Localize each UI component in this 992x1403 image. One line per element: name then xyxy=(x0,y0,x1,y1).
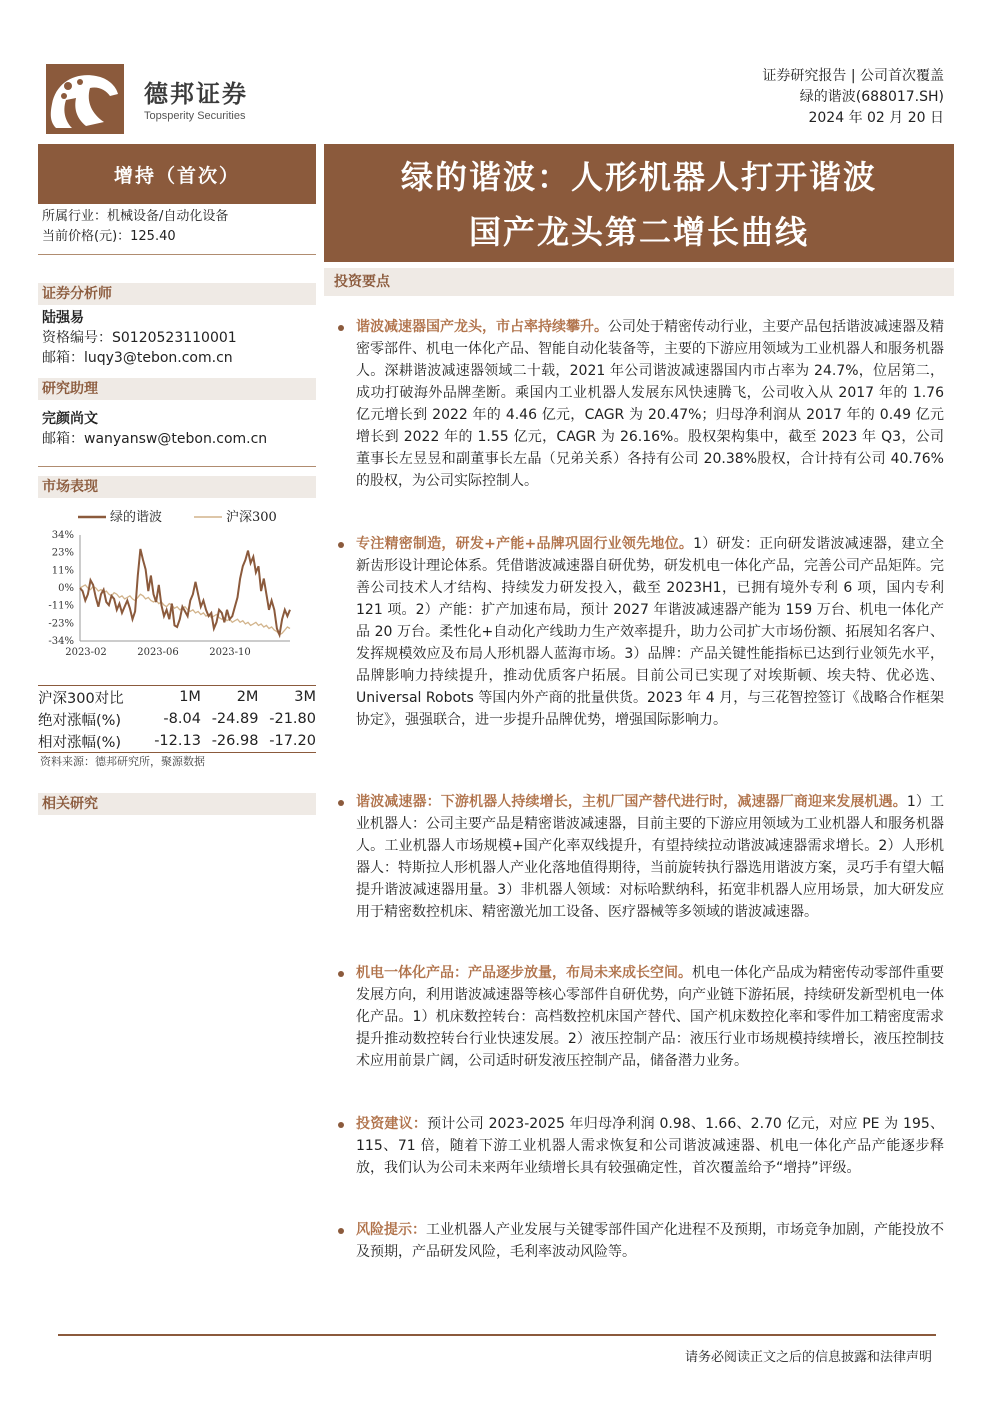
footer-disclaimer: 请务必阅读正文之后的信息披露和法律声明 xyxy=(684,1350,932,1365)
assistant-name: 完颜尚文 xyxy=(42,411,98,427)
table-header-cell: 沪深300对比 xyxy=(38,686,143,709)
table-cell: 绝对涨幅(%) xyxy=(38,712,122,729)
company-logo xyxy=(46,64,124,134)
analyst-info xyxy=(42,308,237,368)
bullet-paragraph xyxy=(356,1113,944,1179)
report-type: 证券研究报告 | 公司首次覆盖 xyxy=(762,68,944,84)
bullet-text: 公司处于精密传动行业，主要产品包括谐波减速器及精密零部件、机电一体化产品、智能自动化装备等，主要的下游应用领域为工业机器人和服务机器人。深耕谐波减速器领域二十载，2021 年公司谐波减速器国内市占率为 24.7%，位居第二，成功打破海外品牌垄断。乘国内工业机器人发展东风快速腾飞，公司收入从 2017 年的 1.76 亿元增长到 2022 年的 4.46 亿元，CAGR 为 20.47%；归母净利润从 2017 年的 0.49 亿元增长到 2022 年的 1.55 亿元，CAGR 为 26.16%。股权架构集中，截至 2023 年 Q3，公司董事长左昱昱和副董事长左晶（兄弟关系）各持有公司 20.38%股权，合计持有公司 40.76%的股权，为公司实际控制人。 xyxy=(356,319,944,489)
market-section-header: 市场表现 xyxy=(38,476,316,498)
table-cell: -21.80 xyxy=(269,711,316,727)
title-line-2: 国产龙头第二增长曲线 xyxy=(468,213,809,251)
bullet-icon xyxy=(338,971,344,977)
brand-name-en: Topsperity Securities xyxy=(144,110,246,122)
table-cell: -24.89 xyxy=(211,711,259,727)
table-header-cell: 2M xyxy=(201,686,259,709)
bullet-text: 工业机器人产业发展与关键零部件国产化进程不及预期，市场竞争加剧，产能投放不及预期，产品研发风险，毛利率波动风险等。 xyxy=(356,1222,944,1260)
series-line xyxy=(80,549,290,635)
y-tick-label: 11% xyxy=(51,565,74,577)
bullet-paragraph xyxy=(356,962,944,1072)
bullet-highlight: 风险提示： xyxy=(356,1222,426,1238)
market-performance-chart xyxy=(38,505,316,685)
table-row xyxy=(38,686,316,709)
x-tick-label: 2023-10 xyxy=(209,647,251,658)
bullet-icon xyxy=(338,542,344,548)
legend-label: 沪深300 xyxy=(226,510,277,525)
table-cell: -8.04 xyxy=(163,711,201,727)
report-title xyxy=(324,144,954,262)
x-tick-label: 2023-02 xyxy=(65,647,107,658)
table-row xyxy=(38,730,316,753)
table-cell: -26.98 xyxy=(201,730,259,753)
legend-label: 绿的谐波 xyxy=(110,510,163,525)
industry: 所属行业：机械设备/自动化设备 xyxy=(42,209,229,224)
divider xyxy=(38,466,316,467)
investment-points-header: 投资要点 xyxy=(324,268,954,296)
bullet-text: 1）研发：正向研发谐波减速器，建立全新齿形设计理论体系。凭借谐波减速器自研优势，研发机电一体化产品，完善公司产品矩阵。完善公司技术人才结构、持续发力研发投入，截至 2023H1，已拥有境外专利 6 项，国内专利 121 项。2）产能：扩产加速布局，预计 2027 年谐波减速器产能为 159 万台、机电一体化产品 20 万台。柔性化+自动化产线助力生产效率提升，助力公司扩大市场份额、拓展知名客户、发挥规模效应及布局人形机器人蓝海市场。3）品牌：产品关键性能指标已达到行业领先水平，品牌影响力持续提升，推动优质客户拓展。目前公司已实现了对埃斯顿、埃夫特、优必选、Universal Robots 等国内外产商的批量供货。2023 年 4 月，与三花智控签订《战略合作框架协定》，强强联合，进一步提升品牌优势，增强国际影响力。 xyxy=(356,536,944,728)
bullet-paragraph xyxy=(356,316,944,492)
y-tick-label: -23% xyxy=(48,618,74,630)
assistant-email: 邮箱：wanyansw@tebon.com.cn xyxy=(42,431,268,447)
table-cell: -17.20 xyxy=(258,730,316,753)
stock-info xyxy=(42,207,228,247)
performance-table xyxy=(38,685,316,753)
related-research-header: 相关研究 xyxy=(38,793,316,815)
bullet-highlight: 专注精密制造，研发+产能+品牌巩固行业领先地位。 xyxy=(356,536,694,552)
table-cell: 相对涨幅(%) xyxy=(38,730,143,753)
bullet-text: 1）工业机器人：公司主要产品是精密谐波减速器，目前主要的下游应用领域为工业机器人和服务机器人。工业机器人市场规模+国产化率双线提升，有望持续拉动谐波减速器需求增长。2）人形机器人：特斯拉人形机器人产业化落地值得期待，当前旋转执行器选用谐波方案，灵巧手有望大幅提升谐波减速器用量。3）非机器人领域：对标哈默纳科，拓宽非机器人应用场景，加大研发应用于精密数控机床、精密激光加工设备、医疗器械等多领域的谐波减速器。 xyxy=(356,794,944,920)
bullet-highlight: 投资建议： xyxy=(356,1116,428,1132)
y-tick-label: 34% xyxy=(51,530,74,541)
report-header-info xyxy=(762,66,944,129)
report-date: 2024 年 02 月 20 日 xyxy=(808,110,944,126)
bullet-paragraph xyxy=(356,1219,944,1263)
x-tick-label: 2023-06 xyxy=(137,647,179,658)
table-header-cell: 3M xyxy=(258,686,316,709)
analyst-section-header: 证券分析师 xyxy=(38,283,316,305)
divider xyxy=(38,254,316,255)
bullet-highlight: 机电一体化产品：产品逐步放量，布局未来成长空间。 xyxy=(356,965,692,981)
bullet-icon xyxy=(338,800,344,806)
table-cell: -12.13 xyxy=(143,730,201,753)
brand-name-cn: 德邦证券 xyxy=(144,80,248,108)
footer-divider xyxy=(58,1334,936,1336)
y-tick-label: 23% xyxy=(51,547,74,559)
bullet-highlight: 谐波减速器：下游机器人持续增长，主机厂国产替代进行时，减速器厂商迎来发展机遇。 xyxy=(356,794,907,810)
table-row xyxy=(38,708,316,730)
bullet-paragraph xyxy=(356,533,944,731)
current-price: 当前价格(元)：125.40 xyxy=(42,229,176,244)
table-header-cell: 1M xyxy=(143,686,201,709)
analyst-cert: 资格编号：S0120523110001 xyxy=(42,330,237,346)
assistant-info xyxy=(42,409,267,449)
data-source: 资料来源：德邦研究所，聚源数据 xyxy=(40,755,205,768)
company-ticker: 绿的谐波(688017.SH) xyxy=(799,89,944,105)
rating-badge: 增持（首次） xyxy=(38,144,316,204)
bullet-highlight: 谐波减速器国产龙头，市占率持续攀升。 xyxy=(356,319,608,335)
assistant-section-header: 研究助理 xyxy=(38,378,316,400)
bullet-icon xyxy=(338,1228,344,1234)
y-tick-label: -34% xyxy=(48,636,74,647)
bullet-text: 预计公司 2023-2025 年归母净利润 0.98、1.66、2.70 亿元，对应 PE 为 195、115、71 倍，随着下游工业机器人需求恢复和公司谐波减速器、机电一体化产品产能逐步释放，我们认为公司未来两年业绩增长具有较强确定性，首次覆盖给予“增持”评级。 xyxy=(356,1116,944,1176)
bullet-paragraph xyxy=(356,791,944,923)
analyst-name: 陆强易 xyxy=(42,310,84,326)
y-tick-label: -11% xyxy=(48,600,74,612)
bullet-icon xyxy=(338,1122,344,1128)
y-tick-label: 0% xyxy=(58,583,74,594)
bullet-text: 机电一体化产品成为精密传动零部件重要发展方向，利用谐波减速器等核心零部件自研优势，向产业链下游拓展，持续研发新型机电一体化产品。1）机床数控转台：高档数控机床国产替代、国产机床数控化率和零件加工精密度需求提升推动数控转台行业快速发展。2）液压控制产品：液压行业市场规模持续增长，液压控制技术应用前景广阔，公司适时研发液压控制产品，储备潜力业务。 xyxy=(356,965,944,1069)
title-line-1: 绿的谐波：人形机器人打开谐波 xyxy=(400,158,877,196)
bullet-icon xyxy=(338,325,344,331)
analyst-email: 邮箱：luqy3@tebon.com.cn xyxy=(42,350,233,366)
brand xyxy=(144,74,248,122)
